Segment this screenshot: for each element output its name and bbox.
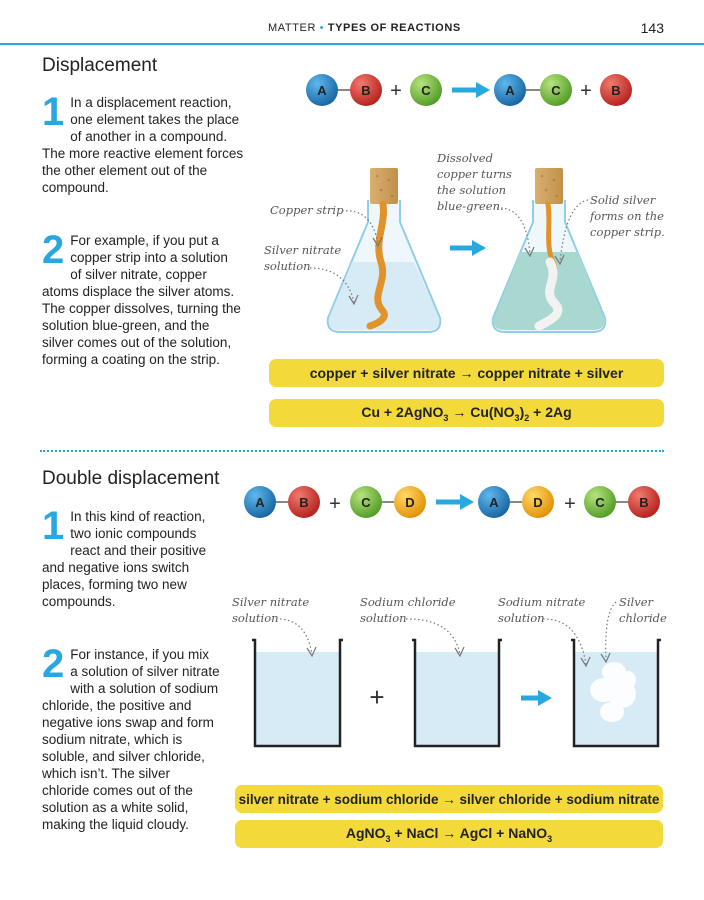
double-displacement-title: Double displacement (42, 468, 220, 489)
cork-icon (370, 168, 398, 204)
word-equation-bar (235, 785, 663, 813)
atom-b-label: B (299, 495, 309, 510)
atom-b-label: B (611, 83, 621, 98)
label-dissolved-3: the solution (437, 183, 507, 197)
label-solid-silver-1: Solid silver (590, 193, 656, 207)
atom-a-label: A (255, 495, 265, 510)
atom-d-label: D (533, 495, 543, 510)
atom-b-label: B (361, 83, 371, 98)
label-silver-nitrate: Silver nitrate (232, 595, 310, 609)
label-solid-silver-3: copper strip. (590, 225, 665, 239)
word-equation: copper + silver nitrate → copper nitrate + silver (309, 365, 624, 381)
label-solution: solution (232, 611, 279, 625)
plus-sign: + (564, 493, 576, 515)
atom-d-label: D (405, 495, 415, 510)
running-head-separator: • (319, 22, 325, 34)
leader-line (606, 602, 616, 660)
label-copper-strip: Copper strip (270, 203, 344, 217)
displacement-reaction-diagram (306, 74, 632, 106)
formula-equation-bar (235, 820, 663, 848)
arrow-head-icon (472, 240, 486, 256)
label-solution: solution (360, 611, 407, 625)
atom-c-label: C (421, 83, 431, 98)
arrow-head-icon (538, 690, 552, 706)
atom-c-label: C (361, 495, 371, 510)
label-silver-chloride-2: chloride (619, 611, 667, 625)
plus-sign: + (369, 682, 385, 712)
flask-after (493, 168, 606, 332)
label-solution: solution (498, 611, 545, 625)
arrow-head-icon (460, 494, 474, 510)
label-dissolved-1: Dissolved (437, 151, 493, 165)
label-dissolved-4: blue-green. (437, 199, 504, 213)
arrow-head-icon (476, 82, 490, 98)
double-displacement-step-1 (42, 504, 230, 610)
label-solution: solution (264, 259, 311, 273)
running-head-topic: TYPES OF REACTIONS (327, 22, 461, 34)
word-equation: silver nitrate + sodium chloride → silver chloride + sodium nitrate (238, 791, 660, 807)
formula-equation-bar (269, 399, 664, 427)
section-divider (40, 450, 664, 452)
label-sodium-nitrate: Sodium nitrate (498, 595, 586, 609)
label-solid-silver-2: forms on the (590, 209, 664, 223)
atom-a-label: A (489, 495, 499, 510)
leader-line (276, 619, 312, 654)
plus-sign: + (329, 493, 341, 515)
step-number: 2 (42, 642, 65, 686)
atom-a-label: A (505, 83, 515, 98)
step-text: For example, if you put a copper strip into a solution of silver nitrate, copper atoms displace the silver atoms. The copper dissolves, turning the solution blue-green, and the silver comes out of the solution, forming a coating on the strip. (42, 233, 241, 367)
plus-sign: + (390, 80, 402, 102)
step-number: 1 (42, 504, 65, 548)
double-displacement-reaction-diagram (244, 486, 660, 518)
label-sodium-chloride: Sodium chloride (360, 595, 456, 609)
label-dissolved-2: copper turns (437, 167, 512, 181)
displacement-title: Displacement (42, 55, 158, 76)
step-text: In a displacement reaction, one element takes the place of another in a compound. The more reactive element forces the other element out of the compound. (42, 95, 244, 195)
page-number: 143 (640, 20, 664, 36)
cork-icon (535, 168, 563, 204)
formula-equation: AgNO$_3$ + NaCl → AgCl + NaNO$_3$ (345, 824, 553, 844)
label-silver-nitrate: Silver nitrate (264, 243, 342, 257)
atom-c-label: C (595, 495, 605, 510)
formula-equation: Cu + 2AgNO$_3$ → $Cu(NO_3)_2 + 2Ag$ (361, 403, 572, 423)
plus-sign: + (580, 80, 592, 102)
atom-a-label: A (317, 83, 327, 98)
step-number: 1 (42, 90, 65, 134)
flask-before (328, 168, 441, 332)
step-text: In this kind of reaction, two ionic compounds react and their positive and negative ions switch places, forming two new compounds. (42, 509, 207, 609)
step-text: For instance, if you mix a solution of silver nitrate with a solution of sodium chloride, the positive and negative ions swap and form sodium nitrate, which is soluble, and silver chloride, which isn’t. The silver chloride comes out of the solution as a white solid, making the liquid cloudy. (42, 647, 220, 832)
word-equation-bar (269, 359, 664, 387)
beaker-sodium-chloride (412, 640, 502, 746)
beaker-silver-nitrate (252, 640, 343, 746)
running-head-section: MATTER (268, 22, 317, 34)
atom-c-label: C (551, 83, 561, 98)
double-displacement-step-2 (42, 642, 220, 833)
atom-b-label: B (639, 495, 649, 510)
label-silver-chloride-1: Silver (619, 595, 654, 609)
step-number: 2 (42, 228, 65, 272)
